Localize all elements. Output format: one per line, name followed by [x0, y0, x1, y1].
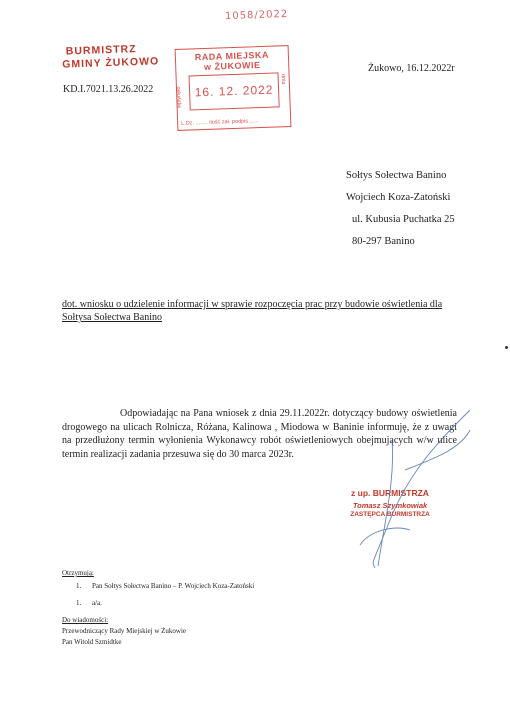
- list-item: Pan Witold Szmidtke: [62, 638, 122, 646]
- handwritten-registry-number: 1058/2022: [224, 8, 289, 23]
- stamp-right-label: dnia: [279, 73, 286, 85]
- list-item-text: Pan Sołtys Sołectwa Banino – P. Wojciech Koza-Zatoński: [92, 582, 255, 590]
- signature-title: ZASTĘPCA BURMISTRZA: [350, 511, 430, 518]
- recipient-line: 80-297 Banino: [352, 236, 415, 247]
- recipient-line: Wojciech Koza-Zatoński: [346, 192, 451, 203]
- stamp-bottom-line: L.Dz. ........ ilość zał. podpis ......: [181, 118, 259, 127]
- recipient-line: ul. Kubusia Puchatka 25: [352, 214, 455, 225]
- recipients-heading: Otrzymują:: [62, 569, 94, 577]
- place-date: Żukowo, 16.12.2022r: [368, 63, 455, 74]
- stamp-line-1: RADA MIEJSKA: [194, 49, 270, 63]
- stamp-line-2: w ŻUKOWIE: [203, 60, 261, 72]
- letter-body: Odpowiadając na Pana wniosek z dnia 29.11.2022r. dotyczący budowy oświetlenia drogowego na ulicach Rolnicza, Różana, Kalinowa , Miodowa w Baninie informuję, że z uwagi na przedłużony termin wyłonienia Wykonawcy robót oświetleniowych obejmujących w/w ulice termin realizacji zadania przesuwa się do 30 marca 2023r.: [62, 408, 457, 460]
- list-item: Przewodniczący Rady Miejskiej w Żukowie: [62, 627, 187, 635]
- list-item-number: 1.: [76, 582, 82, 590]
- signature-line-1: z up. BURMISTRZA: [351, 488, 429, 498]
- subject-line: dot. wniosku o udzielenie informacji w sprawie rozpoczęcia prac przy budowie oświetlenia dla Sołtysa Sołectwa Banino: [62, 299, 443, 323]
- stamp-date: 16. 12. 2022: [194, 82, 274, 100]
- issuer-line-1: BURMISTRZ: [65, 43, 137, 58]
- list-item-number: 1.: [76, 599, 82, 607]
- cc-heading: Do wiadomości:: [62, 616, 109, 624]
- recipient-line: Sołtys Sołectwa Banino: [346, 170, 447, 181]
- stamp-left-label: wpłynęło: [175, 86, 183, 108]
- signature-name: Tomasz Szymkowiak: [352, 501, 428, 510]
- reference-number: KD.I.7021.13.26.2022: [63, 84, 154, 95]
- list-item-text: a/a.: [92, 599, 102, 607]
- issuer-line-2: GMINY ŻUKOWO: [62, 55, 160, 71]
